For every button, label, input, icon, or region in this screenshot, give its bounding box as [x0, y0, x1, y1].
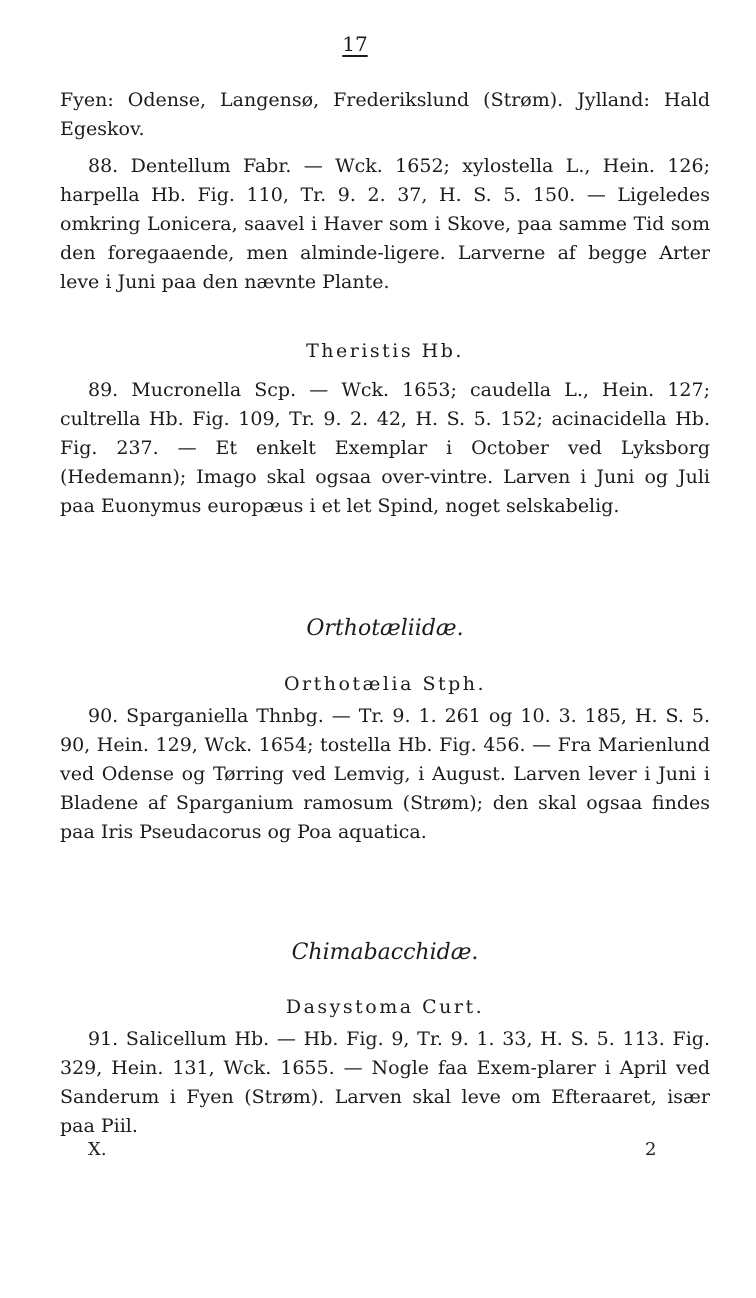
family-heading-chimabacchidae: Chimabacchidæ.	[291, 940, 479, 965]
genus-heading-theristis: Theristis Hb.	[306, 340, 464, 362]
genus-heading-dasystoma: Dasystoma Curt.	[285, 996, 485, 1018]
entry-88-paragraph: 88. Dentellum Fabr. — Wck. 1652; xylostella L., Hein. 126; harpella Hb. Fig. 110, Tr. 9. 2. 37, H. S. 5. 150. — Ligeledes omkring Lonicera, saavel i Haver som i Skove, paa samme Tid som den foregaaende, men alminde-ligere. Larverne af begge Arter leve i Juni paa den nævnte Plante.	[60, 155, 710, 293]
signature-mark-left: X.	[88, 1139, 107, 1160]
entry-91-paragraph: 91. Salicellum Hb. — Hb. Fig. 9, Tr. 9. 1. 33, H. S. 5. 113. Fig. 329, Hein. 131, Wck. 1655. — Nogle faa Exem-plarer i April ved Sanderum i Fyen (Strøm). Larven skal leve om Efteraaret, især paa Piil.	[60, 1028, 710, 1137]
signature-mark-right: 2	[645, 1139, 657, 1160]
entry-89-paragraph: 89. Mucronella Scp. — Wck. 1653; caudella L., Hein. 127; cultrella Hb. Fig. 109, Tr. 9. 2. 42, H. S. 5. 152; acinacidella Hb. Fig. 237. — Et enkelt Exemplar i October ved Lyksborg (Hedemann); Imago skal ogsaa over-vintre. Larven i Juni og Juli paa Euonymus europæus i et let Spind, noget selskabelig.	[60, 379, 710, 517]
page-number: 17	[342, 32, 368, 56]
genus-heading-orthotaelia: Orthotælia Stph.	[283, 673, 487, 695]
entry-90-paragraph: 90. Sparganiella Thnbg. — Tr. 9. 1. 261 og 10. 3. 185, H. S. 5. 90, Hein. 129, Wck. 1654; tostella Hb. Fig. 456. — Fra Marienlund ved Odense og Tørring ved Lemvig, i August. Larven lever i Juni i Bladene af Sparganium ramosum (Strøm); den skal ogsaa findes paa Iris Pseudacorus og Poa aquatica.	[60, 705, 710, 843]
intro-paragraph: Fyen: Odense, Langensø, Frederikslund (Strøm). Jylland: Hald Egeskov.	[60, 89, 710, 140]
family-heading-orthotaeliidae: Orthotæliidæ.	[306, 616, 464, 641]
